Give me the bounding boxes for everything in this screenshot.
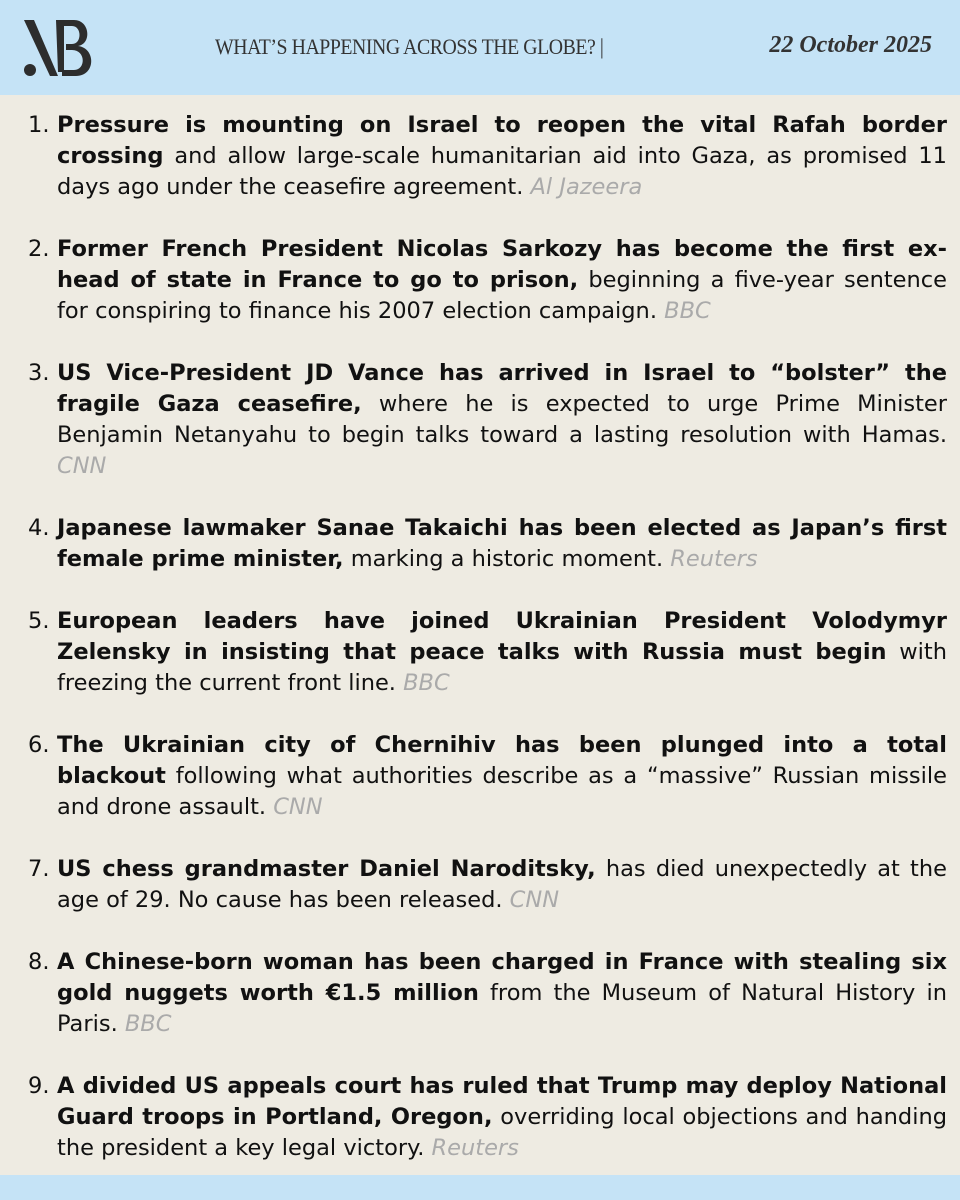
news-item xyxy=(0,513,960,575)
headline: Former French President Nicolas Sarkozy has become the first ex-head of state in France to go to prison, xyxy=(57,236,947,293)
item-number: 9. xyxy=(28,1073,50,1099)
summary: where he is expected to urge Prime Minister Benjamin Netanyahu to begin talks toward a lasting resolution with Hamas. xyxy=(57,391,947,448)
summary: overriding local objections and handing the president a key legal victory. xyxy=(57,1104,947,1161)
source: CNN xyxy=(273,794,323,820)
summary: from the Museum of Natural History in Paris. xyxy=(57,980,947,1037)
header-banner xyxy=(0,0,960,95)
summary: with freezing the current front line. xyxy=(57,639,947,696)
news-list xyxy=(0,110,960,1195)
news-item xyxy=(0,1071,960,1164)
source: CNN xyxy=(57,453,107,479)
item-number: 5. xyxy=(28,608,50,634)
headline: A Chinese-born woman has been charged in France with stealing six gold nuggets worth €1.5 million xyxy=(57,949,947,1006)
item-number: 3. xyxy=(28,360,50,386)
tagline: WHAT’S HAPPENING ACROSS THE GLOBE? | xyxy=(215,34,604,59)
news-item xyxy=(0,947,960,1040)
summary: has died unexpectedly at the age of 29. No cause has been released. xyxy=(57,856,947,913)
item-number: 8. xyxy=(28,949,50,975)
summary: beginning a five-year sentence for conspiring to finance his 2007 election campaign. xyxy=(57,267,947,324)
news-item xyxy=(0,110,960,203)
headline: US Vice-President JD Vance has arrived in Israel to “bolster” the fragile Gaza ceasefire, xyxy=(57,360,947,417)
logo xyxy=(20,16,100,80)
news-item xyxy=(0,854,960,916)
headline: The Ukrainian city of Chernihiv has been plunged into a total blackout xyxy=(57,732,947,789)
source: BBC xyxy=(664,298,711,324)
news-item xyxy=(0,730,960,823)
summary: marking a historic moment. xyxy=(343,546,671,572)
item-number: 6. xyxy=(28,732,50,758)
news-item xyxy=(0,234,960,327)
date: 22 October 2025 xyxy=(769,32,932,58)
footer-banner xyxy=(0,1175,960,1200)
source: Al Jazeera xyxy=(530,174,643,200)
headline: US chess grandmaster Daniel Naroditsky, xyxy=(57,856,596,882)
source: Reuters xyxy=(431,1135,519,1161)
item-number: 2. xyxy=(28,236,50,262)
summary: following what authorities describe as a “massive” Russian missile and drone assault. xyxy=(57,763,947,820)
headline: Pressure is mounting on Israel to reopen the vital Rafah border crossing xyxy=(57,112,947,169)
news-item xyxy=(0,606,960,699)
summary: and allow large-scale humanitarian aid into Gaza, as promised 11 days ago under the ceasefire agreement. xyxy=(57,143,947,200)
headline: European leaders have joined Ukrainian President Volodymyr Zelensky in insisting that peace talks with Russia must begin xyxy=(57,608,947,665)
item-number: 7. xyxy=(28,856,50,882)
source: Reuters xyxy=(670,546,758,572)
source: CNN xyxy=(509,887,560,913)
headline: Japanese lawmaker Sanae Takaichi has been elected as Japan’s first female prime minister, xyxy=(57,515,947,572)
news-item xyxy=(0,358,960,482)
item-number: 4. xyxy=(28,515,50,541)
headline: A divided US appeals court has ruled that Trump may deploy National Guard troops in Portland, Oregon, xyxy=(57,1073,947,1130)
item-number: 1. xyxy=(28,112,50,138)
source: BBC xyxy=(124,1011,172,1037)
source: BBC xyxy=(403,670,450,696)
